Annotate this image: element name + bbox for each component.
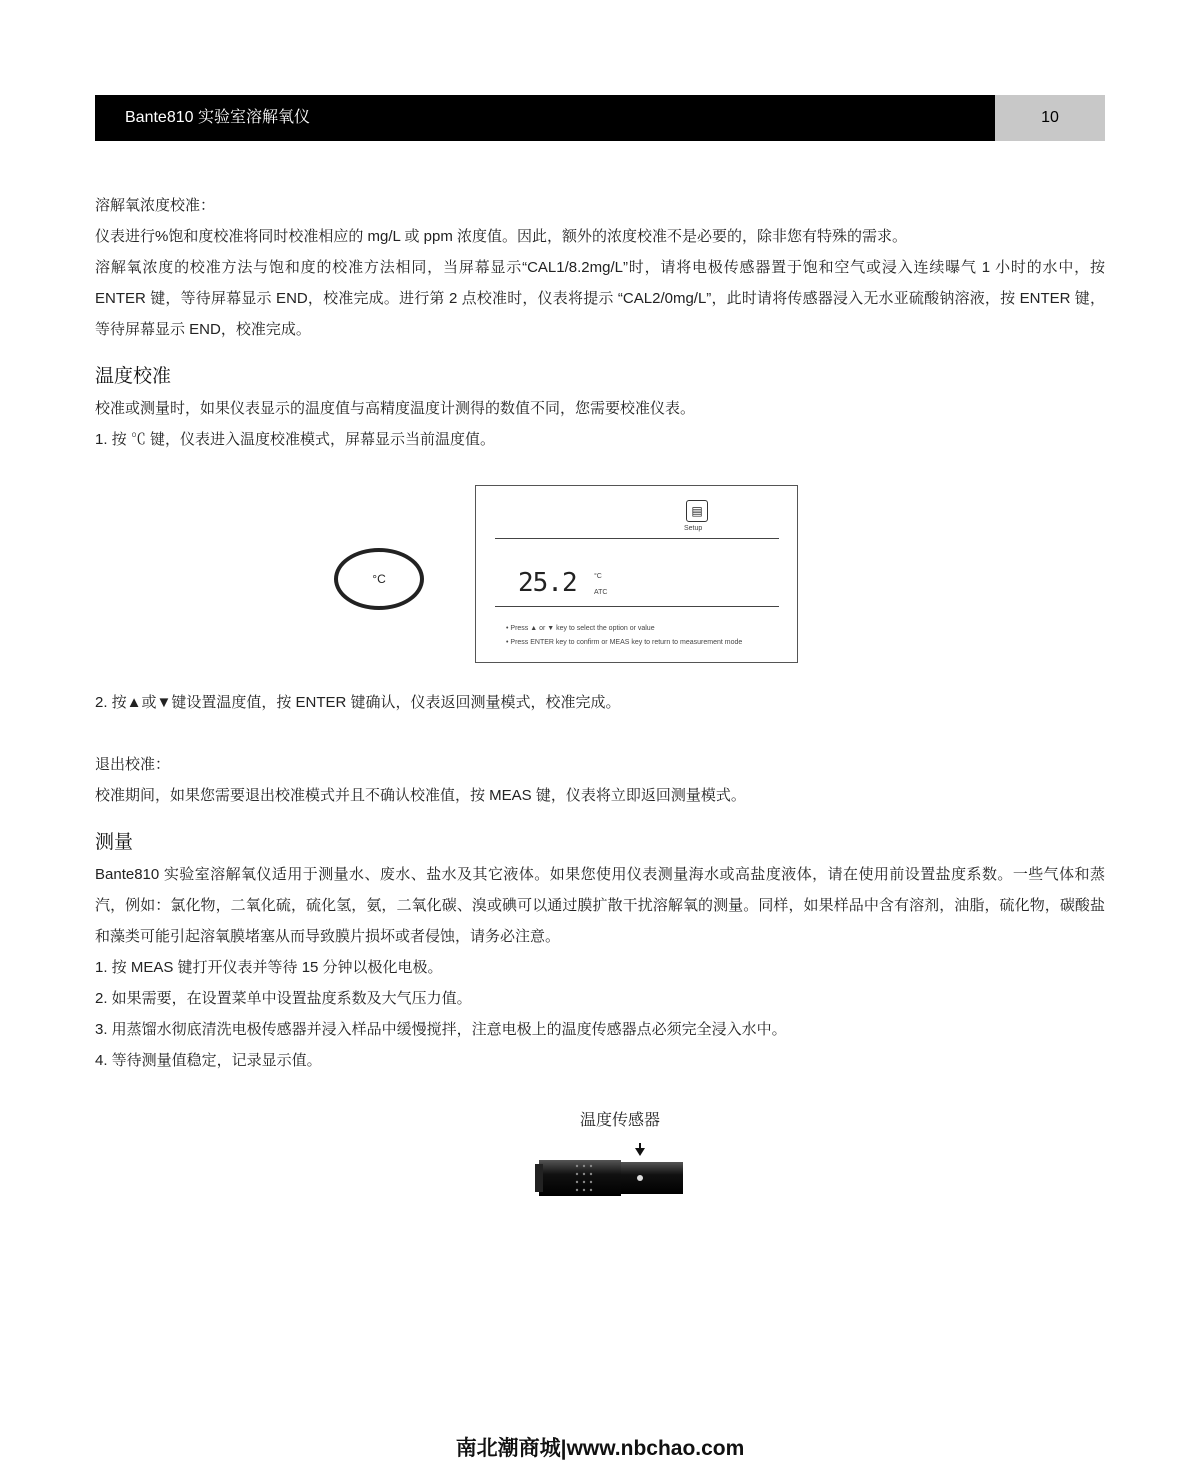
heading-temp-calibration: 温度校准: [95, 366, 172, 387]
section-do-calibration: [95, 190, 1105, 345]
subtitle: 退出校准：: [95, 756, 171, 773]
hint: • Press ▲ or ▼ key to select the option or value: [506, 625, 655, 632]
exit-calibration: [95, 749, 1105, 811]
header-title: Bante810 实验室溶解氧仪: [95, 95, 995, 141]
setup-label: Setup: [684, 525, 703, 532]
sensor-figure: [95, 1110, 1105, 1220]
subtitle: 溶解氧浓度校准：: [95, 197, 216, 214]
footer-watermark: 南北潮商城|www.nbchao.com: [455, 1437, 745, 1460]
measurement-text: [95, 859, 1105, 1076]
hint: • Press ENTER key to confirm or MEAS key to return to measurement mode: [506, 639, 743, 646]
step: 2. 如果需要，在设置菜单中设置盐度系数及大气压力值。: [95, 990, 472, 1007]
lcd-display: [475, 485, 798, 663]
step: 4. 等待测量值稳定，记录显示值。: [95, 1052, 322, 1069]
step: 3. 用蒸馏水彻底清洗电极传感器并浸入样品中缓慢搅拌，注意电极上的温度传感器点必须完全浸入水中。: [95, 1021, 787, 1038]
heading-measurement: 测量: [95, 832, 134, 853]
page-number: 10: [995, 95, 1105, 141]
paragraph: 校准期间，如果您需要退出校准模式并且不确认校准值，按 MEAS 键，仪表将立即返回测量模式。: [95, 787, 746, 804]
divider: [495, 606, 779, 607]
paragraph: 溶解氧浓度的校准方法与饱和度的校准方法相同，当屏幕显示“CAL1/8.2mg/L”时，请将电极传感器置于饱和空气或浸入连续曝气 1 小时的水中，按 ENTER 键，等待屏幕显示 END，校准完成。进行第 2 点校准时，仪表将提示 “CAL2/0mg/L”，此时请将传感器浸入无水亚硫酸钠溶液，按 ENTER 键，等待屏幕显示 END，校准完成。: [95, 259, 1105, 338]
arrow-down-icon: [635, 1148, 645, 1156]
temp-text: [95, 393, 1105, 455]
paragraph: 校准或测量时，如果仪表显示的温度值与高精度温度计测得的数值不同，您需要校准仪表。: [95, 400, 696, 417]
paragraph: 仪表进行%饱和度校准将同时校准相应的 mg/L 或 ppm 浓度值。因此，额外的浓度校准不是必要的，除非您有特殊的需求。: [95, 228, 907, 245]
temp-value: 25.2: [518, 568, 577, 598]
paragraph: 1. 按 ℃ 键，仪表进入温度校准模式，屏幕显示当前温度值。: [95, 431, 496, 448]
divider: [495, 538, 779, 539]
paragraph: Bante810 实验室溶解氧仪适用于测量水、废水、盐水及其它液体。如果您使用仪表测量海水或高盐度液体，请在使用前设置盐度系数。一些气体和蒸汽，例如：氯化物，二氧化硫，硫化氢，氨，二氧化碳、溴或碘可以通过膜扩散干扰溶解氧的测量。同样，如果样品中含有溶剂，油脂，硫化物，碳酸盐和藻类可能引起溶氧膜堵塞从而导致膜片损坏或者侵蚀，请务必注意。: [95, 866, 1105, 945]
sensor-label: 温度传感器: [580, 1112, 661, 1129]
temperature-sensor-point: [637, 1175, 643, 1181]
temp-unit: °C: [594, 573, 602, 580]
electrode-image: [535, 1160, 685, 1200]
step2: 2. 按▲或▼键设置温度值，按 ENTER 键确认，仪表返回测量模式，校准完成。: [95, 694, 621, 711]
step: 1. 按 MEAS 键打开仪表并等待 15 分钟以极化电极。: [95, 959, 443, 976]
setup-icon: ▤: [686, 500, 708, 522]
celsius-key: °C: [334, 548, 424, 610]
atc-label: ATC: [594, 589, 608, 596]
calibration-figure: [95, 485, 1105, 665]
content: [95, 190, 1105, 1220]
